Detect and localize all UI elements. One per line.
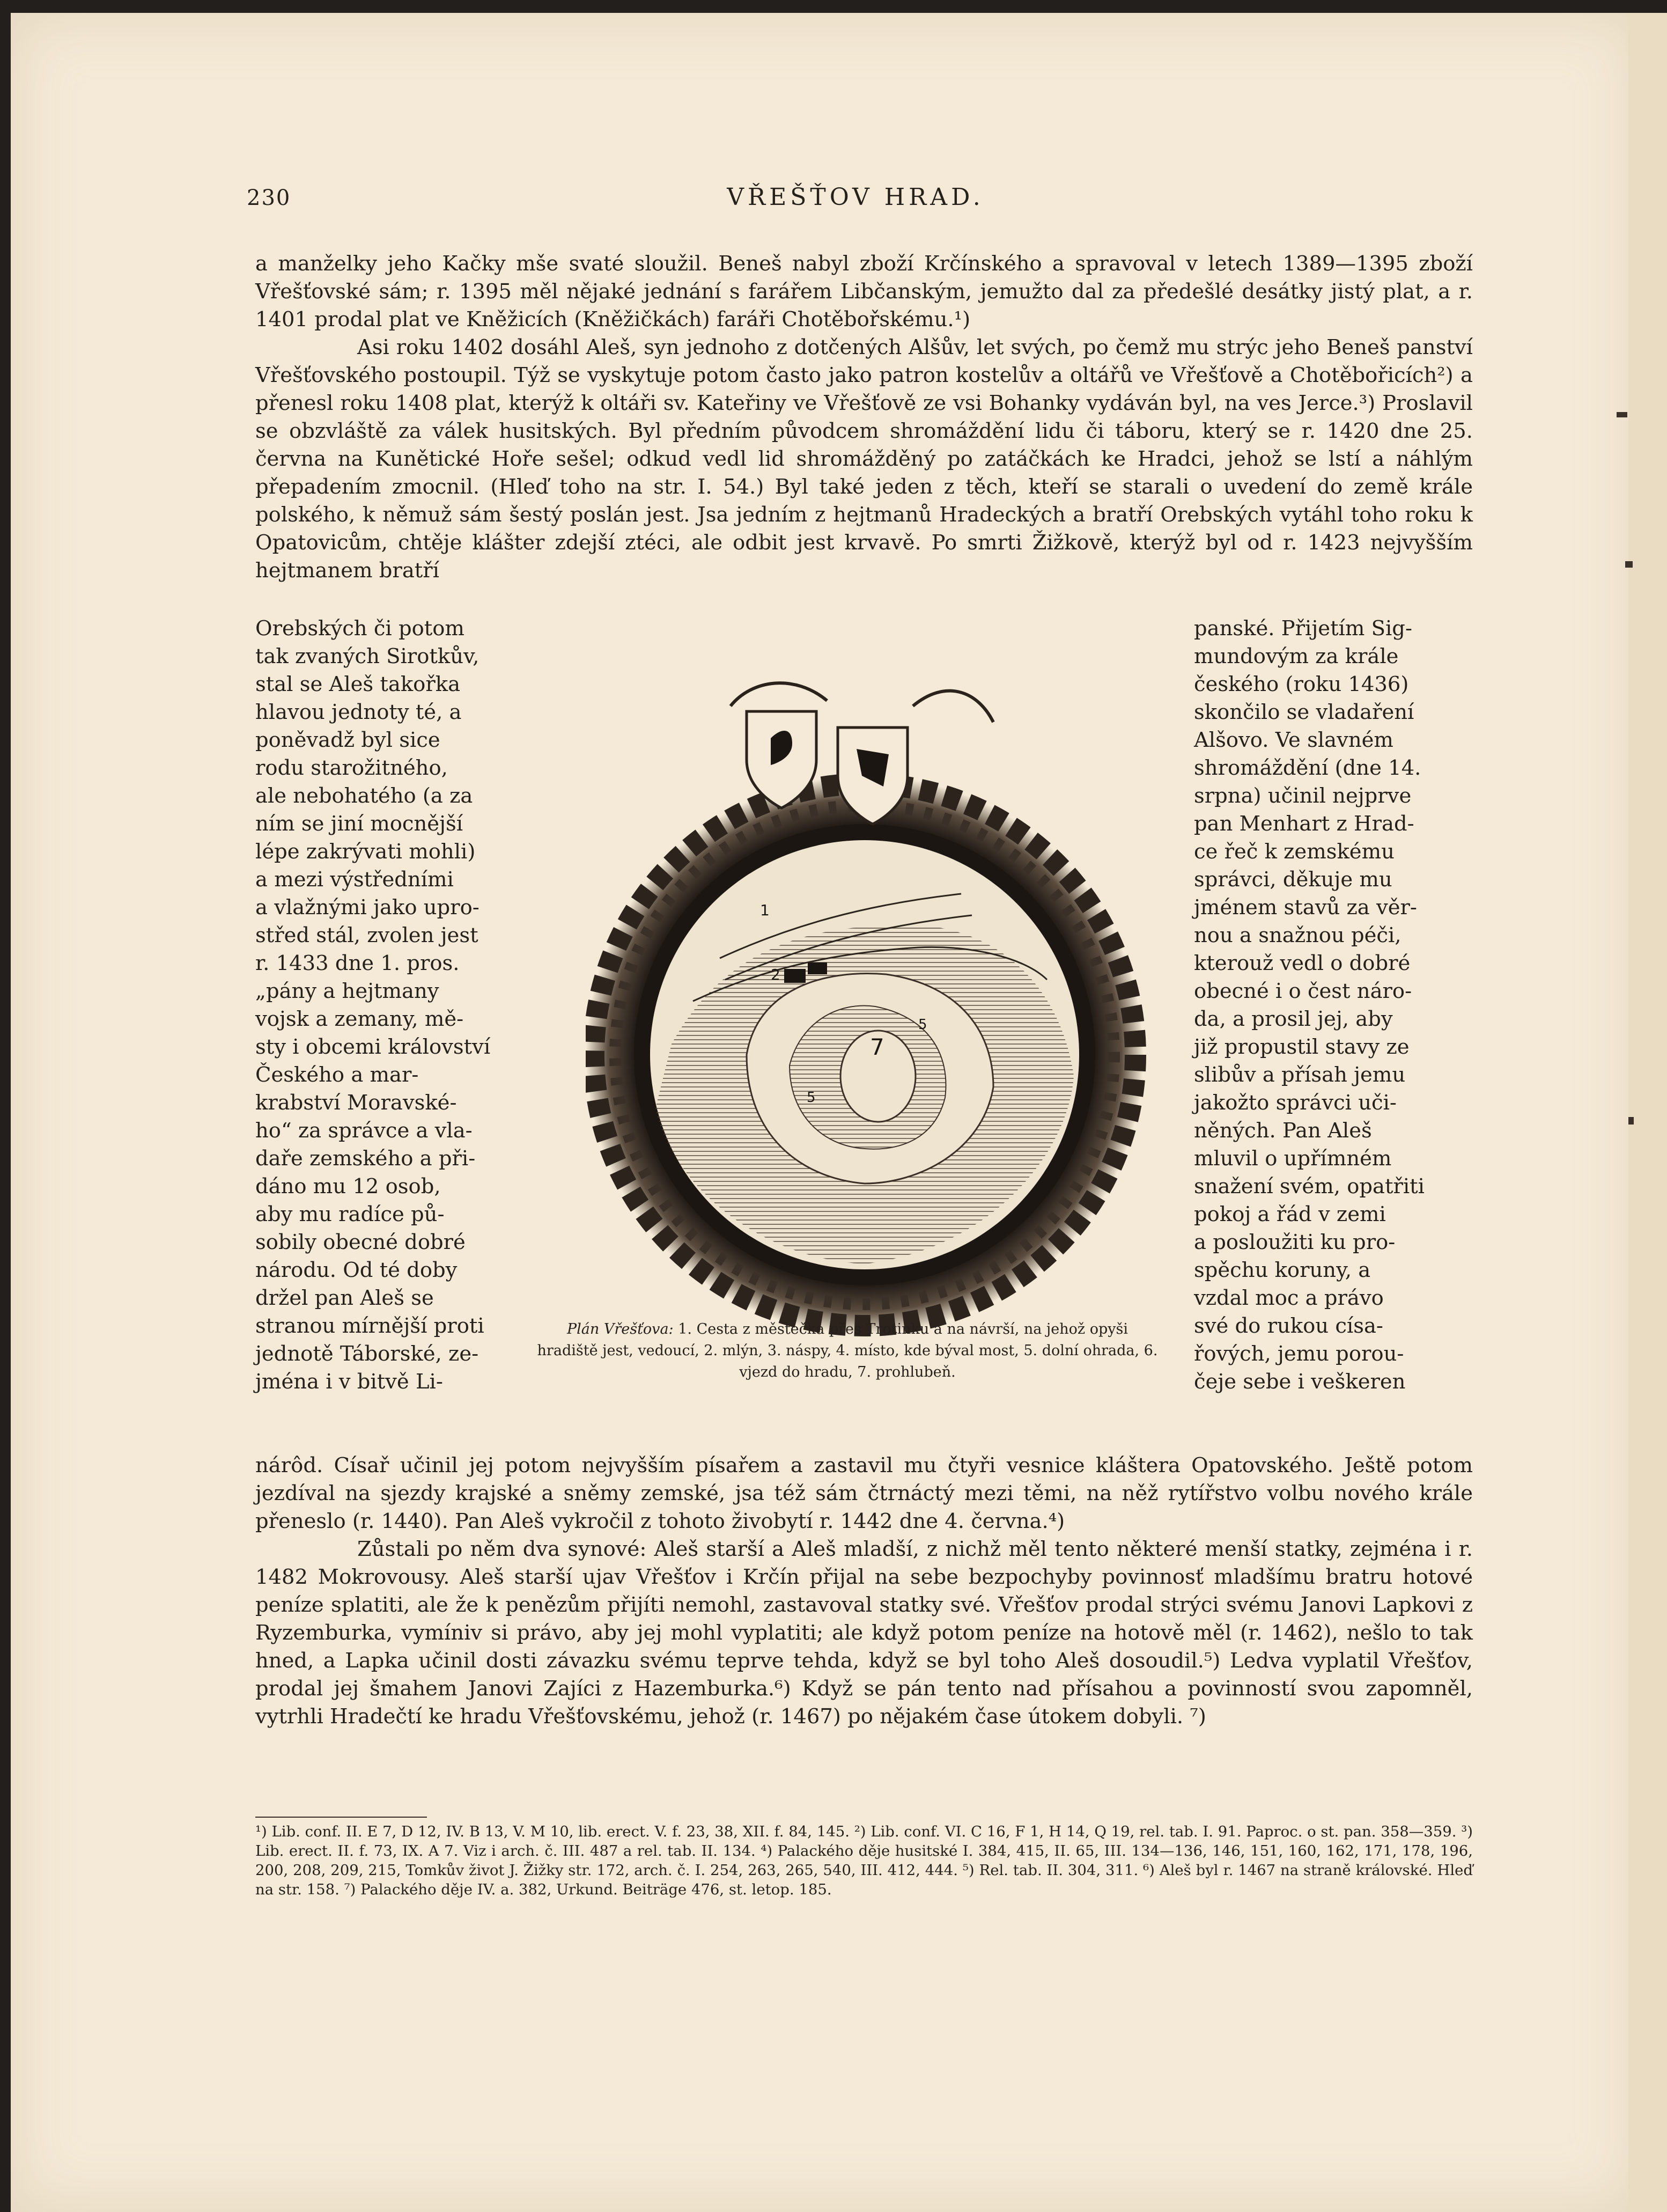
text-line: ale nebohatého (a za <box>255 784 473 808</box>
text-line: jménem stavů za věr- <box>1194 895 1417 920</box>
map-label: 7 <box>870 1034 884 1060</box>
text-line: čeje sebe i veškeren <box>1194 1370 1406 1394</box>
text-line: obecné i o čest náro- <box>1194 979 1412 1003</box>
text-line: ním se jiní mocnější <box>255 812 463 836</box>
bottom-text-block <box>255 1452 1473 1731</box>
text-line: stranou mírnější proti <box>255 1314 484 1338</box>
text-line: aby mu radíce pů- <box>255 1202 445 1226</box>
text-line: své do rukou císa- <box>1194 1314 1383 1338</box>
paragraph: Asi roku 1402 dosáhl Aleš, syn jednoho z dotčených Alšův, let svých, po čemž mu strýc jeho Beneš panství Vřešťovského postoupil. Týž se vyskytuje potom často jako patron kostelův a oltářů ve Vřešťově a Chotěbořicích²) a přenesl roku 1408 plat, kterýž k oltáři sv. Kateřiny ve Vřešťově ze vsi Bohanky vydáván byl, na ves Jerce.³) Proslavil se obzvláště za válek husitských. Byl předním původcem shromáždění lidu či táboru, který se r. 1420 dne 25. června na Kunětické Hoře sešel; odkud vedl lid shromážděný po zatáčkách ke Hradci, jehož se lstí a náhlým přepadením zmocnil. (Hleď toho na str. I. 54.) Byl také jeden z těch, kteří se starali o uvedení do země krále polského, k němuž sám šestý poslán jest. Jsa jedním z hejtmanů Hradeckých a bratří Orebských vytáhl toho roku k Opatovicům, chtěje klášter zdejší ztéci, ale odbit jest krvavě. Po smrti Žižkově, kterýž byl od r. 1423 nejvyšším hejtmanem bratří <box>255 335 1473 583</box>
text-line: shromáždění (dne 14. <box>1194 756 1421 780</box>
text-line: „pány a hejtmany <box>255 979 439 1003</box>
edge-mark <box>1628 1117 1634 1125</box>
text-line: hlavou jednoty té, a <box>255 700 462 724</box>
text-line: mluvil o upřímném <box>1194 1147 1392 1171</box>
paragraph: nárôd. Císař učinil jej potom nejvyšším písařem a zastavil mu čtyři vesnice kláštera Opatovského. Ještě potom jezdíval na sjezdy krajské a sněmy zemské, jsa též sám čtrnáctý mezi těmi, na něž rytířstvo volbu nového krále přeneslo (r. 1440). Pan Aleš vykročil z tohoto živobytí r. 1442 dne 4. června.⁴) <box>255 1453 1473 1533</box>
mill-marker <box>808 962 827 974</box>
text-line: nou a snažnou péči, <box>1194 923 1402 947</box>
map-label: 2 <box>771 966 780 983</box>
text-line: držel pan Aleš se <box>255 1286 434 1310</box>
text-line: vojsk a zemany, mě- <box>255 1007 464 1031</box>
text-line: a vlažnými jako upro- <box>255 895 480 920</box>
running-title: VŘEŠŤOV HRAD. <box>727 183 984 211</box>
text-line: stal se Aleš takořka <box>255 672 461 696</box>
text-line: jednotě Táborské, ze- <box>255 1342 479 1366</box>
text-line: slibův a přísah jemu <box>1194 1063 1406 1087</box>
castle-plan-illustration <box>586 668 1149 1339</box>
text-line: dáno mu 12 osob, <box>255 1174 441 1199</box>
map-label: 1 <box>760 901 770 919</box>
text-line: mundovým za krále <box>1194 644 1399 668</box>
text-line: a posloužiti ku pro- <box>1194 1230 1396 1254</box>
right-column-text <box>1194 615 1473 1396</box>
text-line: správci, děkuje mu <box>1194 868 1392 892</box>
paragraph: a manželky jeho Kačky mše svaté sloužil. Beneš nabyl zboží Krčínského a spravoval v letech 1389—1395 zboží Vřešťovské sám; r. 1395 měl nějaké jednání s farářem Libčanským, jemužto dal za předešlé desátky jistý plat, a r. 1401 prodal plat ve Kněžicích (Kněžičkách) faráři Chotěbořskému.¹) <box>255 252 1473 332</box>
text-line: jakožto správci uči- <box>1194 1091 1397 1115</box>
text-line: již propustil stavy ze <box>1194 1035 1410 1059</box>
text-line: ho“ za správce a vla- <box>255 1119 473 1143</box>
text-line: spěchu koruny, a <box>1194 1258 1371 1282</box>
text-line: poněvadž byl sice <box>255 728 440 752</box>
page-number: 230 <box>247 186 291 210</box>
text-line: sty i obcemi království <box>255 1035 491 1059</box>
mill-marker <box>784 969 806 983</box>
text-line: kterouž vedl o dobré <box>1194 951 1411 975</box>
text-line: pan Menhart z Hrad- <box>1194 812 1414 836</box>
text-line: skončilo se vladaření <box>1194 700 1414 724</box>
text-line: řových, jemu porou- <box>1194 1342 1404 1366</box>
map-label: 5 <box>918 1017 927 1033</box>
text-line: panské. Přijetím Sig- <box>1194 616 1412 641</box>
paragraph: Zůstali po něm dva synové: Aleš starší a Aleš mladší, z nichž měl tento některé menší statky, zejména i r. 1482 Mokrovousy. Aleš starší ujav Vřešťov i Krčín přijal na sebe bezpochyby povinnosť mladšímu bratru hotové peníze splatiti, ale že k penězům přijíti nemohl, zastavoval statky své. Vřešťov prodal strýci svému Janovi Lapkovi z Ryzemburka, vymíniv si právo, aby jej mohl vyplatiti; ale když potom peníze na hotově měl (r. 1462), nešlo to tak hned, a Lapka učinil dosti závazku svému teprve tehda, když se byl toho Aleš dosoudil.⁵) Ledva vyplatil Vřešťov, prodal jej šmahem Janovi Zajíci z Hazemburka.⁶) Když se pán tento nad přísahou a povinností svou zapomněl, vytrhli Hradečtí ke hradu Vřešťovskému, jehož (r. 1467) po nějakém čase útokem dobyli. ⁷) <box>255 1537 1473 1729</box>
text-line: Alšovo. Ve slavném <box>1194 728 1393 752</box>
caption-label: Plán Vřešťova: <box>566 1321 674 1338</box>
text-line: ce řeč k zemskému <box>1194 840 1395 864</box>
text-line: pokoj a řád v zemi <box>1194 1202 1386 1226</box>
footnote-divider <box>255 1817 427 1818</box>
text-line: snažení svém, opatřiti <box>1194 1174 1425 1199</box>
text-line: rodu starožitného, <box>255 756 448 780</box>
page-header <box>247 183 1464 218</box>
footnotes: ¹) Lib. conf. II. E 7, D 12, IV. B 13, V. M 10, lib. erect. V. f. 23, 38, XII. f. 84, 145. ²) Lib. conf. VI. C 16, F 1, H 14, Q 19, rel. tab. I. 91. Paproc. o st. pan. 358—359. ³) Lib. erect. II. f. 73, IX. A 7. Viz i arch. č. III. 487 a rel. tab. II. 134. ⁴) Palackého děje husitské I. 384, 415, II. 65, III. 134—136, 146, 151, 160, 162, 171, 178, 196, 200, 208, 209, 215, Tomkův život J. Žižky str. 172, arch. č. I. 254, 263, 265, 540, III. 412, 444. ⁵) Rel. tab. II. 304, 311. ⁶) Aleš byl r. 1467 na straně královské. Hleď na str. 158. ⁷) Palackého děje IV. a. 382, Urkund. Beiträge 476, st. letop. 185. <box>255 1823 1473 1898</box>
text-line: Orebských či potom <box>255 616 464 641</box>
text-line: sobily obecné dobré <box>255 1230 466 1254</box>
text-line: Českého a mar- <box>255 1063 419 1087</box>
text-line: českého (roku 1436) <box>1194 672 1409 696</box>
text-line: národu. Od té doby <box>255 1258 458 1282</box>
top-text-block <box>255 250 1473 585</box>
text-line: tak zvaných Sirotkův, <box>255 644 480 668</box>
text-line: vzdal moc a právo <box>1194 1286 1384 1310</box>
text-line: krabství Moravské- <box>255 1091 457 1115</box>
figure-caption <box>536 1319 1159 1383</box>
page-edge <box>1628 13 1667 2212</box>
text-line: střed stál, zvolen jest <box>255 923 478 947</box>
text-line: daře zemského a při- <box>255 1147 476 1171</box>
map-label: 5 <box>807 1090 816 1106</box>
edge-mark <box>1617 412 1627 417</box>
left-column-text <box>255 615 532 1396</box>
text-line: r. 1433 dne 1. pros. <box>255 951 460 975</box>
text-line: da, a prosil jej, aby <box>1194 1007 1393 1031</box>
text-line: srpna) učinil nejprve <box>1194 784 1412 808</box>
text-line: něných. Pan Aleš <box>1194 1119 1372 1143</box>
castle-plan-figure <box>586 668 1149 1339</box>
caption-text: 1. Cesta z městečka přes Trotinku a na návrší, na jehož opyši hradiště jest, vedoucí, 2. mlýn, 3. náspy, 4. místo, kde býval most, 5. dolní ohrada, 6. vjezd do hradu, 7. prohlubeň. <box>537 1321 1158 1380</box>
text-line: jména i v bitvě Li- <box>255 1370 443 1394</box>
edge-mark <box>1625 561 1633 568</box>
text-line: a mezi výstředními <box>255 868 454 892</box>
text-line: lépe zakrývati mohli) <box>255 840 476 864</box>
